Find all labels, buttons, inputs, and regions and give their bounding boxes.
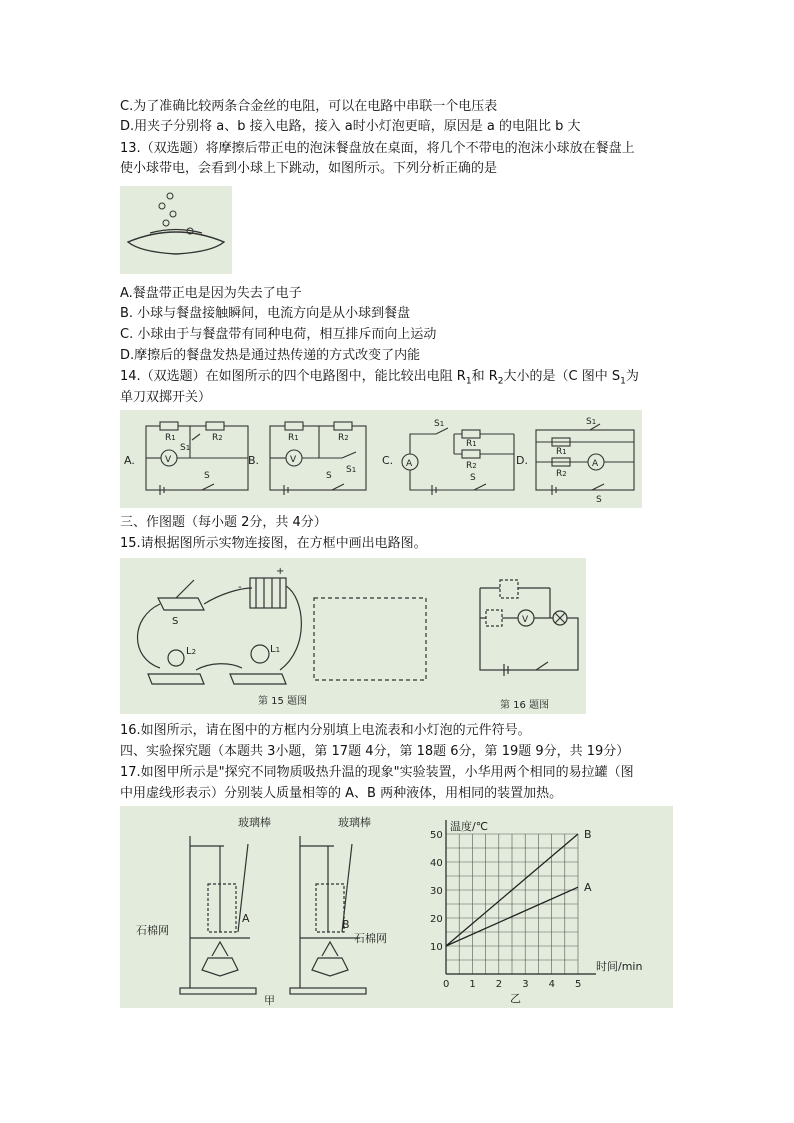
switch-label: S [204, 471, 210, 481]
chart-x-title: 时间/min [596, 960, 643, 973]
circuit-d-label: D. [516, 454, 528, 467]
experiment-figure [120, 806, 673, 1008]
r1-label: R1 [466, 439, 477, 449]
question-13-option-c: C. 小球由于与餐盘带有同种电荷，相互排斥而向上运动 [120, 327, 437, 342]
question-17-line1: 17.如图甲所示是"探究不同物质吸热升温的现象"实验装置，小华用两个相同的易拉罐（图 [120, 765, 634, 780]
plate-figure [120, 186, 232, 274]
rod-right-label: 玻璃棒 [338, 816, 371, 829]
chart-y-title: 温度/℃ [450, 820, 489, 833]
r2-label: R2 [556, 469, 567, 479]
rod-left-label: 玻璃棒 [238, 816, 271, 829]
x-tick-label: 5 [575, 979, 582, 990]
x-tick-label: 2 [495, 979, 503, 990]
x-tick-label: 4 [548, 979, 555, 990]
battery-minus-label: - [238, 582, 242, 593]
caption-16: 第 16 题图 [500, 700, 550, 711]
s1-label: S1 [434, 419, 445, 429]
s1-label: S1 [346, 465, 357, 475]
voltmeter-label: V [290, 455, 297, 465]
question-15: 15.请根据图所示实物连接图，在方框中画出电路图。 [120, 536, 427, 551]
question-17-line2: 中用虚线形表示）分别装人质量相等的 A、B 两种液体，用相同的装置加热。 [120, 786, 563, 801]
question-13-line1: 13.（双选题）将摩擦后带正电的泡沫餐盘放在桌面，将几个不带电的泡沫小球放在餐盘上 [120, 141, 635, 156]
voltmeter-label: V [165, 455, 172, 465]
x-tick-label: 1 [469, 979, 476, 990]
question-13-option-b: B. 小球与餐盘接触瞬间，电流方向是从小球到餐盘 [120, 306, 411, 321]
series-label-b: B [584, 828, 592, 841]
y-tick-label: 20 [430, 914, 443, 925]
s1-label: S1 [180, 443, 191, 453]
circuits-figure [120, 410, 642, 508]
question-13-option-a: A.餐盘带正电是因为失去了电子 [120, 286, 302, 301]
r1-label: R1 [165, 433, 176, 443]
section-4-heading: 四、实验探究题（本题共 3小题，第 17题 4分，第 18题 6分，第 19题 9分，共 19分） [120, 744, 630, 759]
beaker-a-label: A [242, 912, 250, 925]
x-tick-label: 0 [443, 979, 450, 990]
circuit-a-label: A. [124, 454, 135, 467]
ammeter-label: A [406, 459, 413, 469]
circuit-b-label: B. [248, 454, 260, 467]
circuit-c-label: C. [382, 454, 394, 467]
question-16: 16.如图所示，请在图中的方框内分别填上电流表和小灯泡的元件符号。 [120, 723, 531, 738]
section-3-heading: 三、作图题（每小题 2分，共 4分） [120, 515, 327, 530]
beaker-b-label: B [342, 918, 350, 931]
y-tick-label: 50 [430, 830, 443, 841]
fig16-voltmeter-label: V [522, 615, 529, 625]
option-c: C.为了准确比较两条合金丝的电阻，可以在电路中串联一个电压表 [120, 99, 498, 114]
x-tick-label: 3 [522, 979, 529, 990]
switch-label: S [326, 471, 332, 481]
wiring-figure [120, 558, 586, 714]
gauze-left-label: 石棉网 [136, 924, 169, 937]
r2-label: R2 [466, 461, 477, 471]
fig15-switch-label: S [172, 616, 179, 627]
switch-label: S [596, 495, 602, 505]
question-13-option-d: D.摩擦后的餐盘发热是通过热传递的方式改变了内能 [120, 348, 421, 363]
series-label-a: A [584, 881, 592, 895]
question-14-line2: 单刀双掷开关） [120, 390, 212, 405]
r1-label: R1 [288, 433, 299, 443]
r2-label: R2 [212, 433, 223, 443]
r2-label: R2 [338, 433, 349, 443]
label-jia: 甲 [264, 994, 275, 1007]
y-tick-label: 30 [430, 886, 443, 897]
l1-label: L1 [270, 644, 281, 655]
l2-label: L2 [186, 646, 197, 657]
gauze-right-label: 石棉网 [354, 932, 387, 945]
question-13-line2: 使小球带电，会看到小球上下跳动，如图所示。下列分析正确的是 [120, 161, 498, 176]
y-tick-label: 40 [430, 858, 443, 869]
ammeter-label: A [592, 459, 599, 469]
temperature-chart [430, 819, 642, 1005]
battery-plus-label: + [276, 566, 285, 577]
caption-15: 第 15 题图 [258, 696, 308, 707]
option-d: D.用夹子分别将 a、b 接入电路，接入 a时小灯泡更暗，原因是 a 的电阻比 b 大 [120, 119, 581, 134]
question-14-line1: 14.（双选题）在如图所示的四个电路图中，能比较出电阻 $R_1$和 $R_2$大小的是（C 图中 $S_1$为 [120, 369, 639, 387]
s1-label: S1 [586, 417, 597, 427]
label-yi: 乙 [510, 992, 521, 1005]
y-tick-label: 10 [430, 942, 443, 953]
r1-label: R1 [556, 447, 567, 457]
switch-label: S [470, 473, 476, 483]
